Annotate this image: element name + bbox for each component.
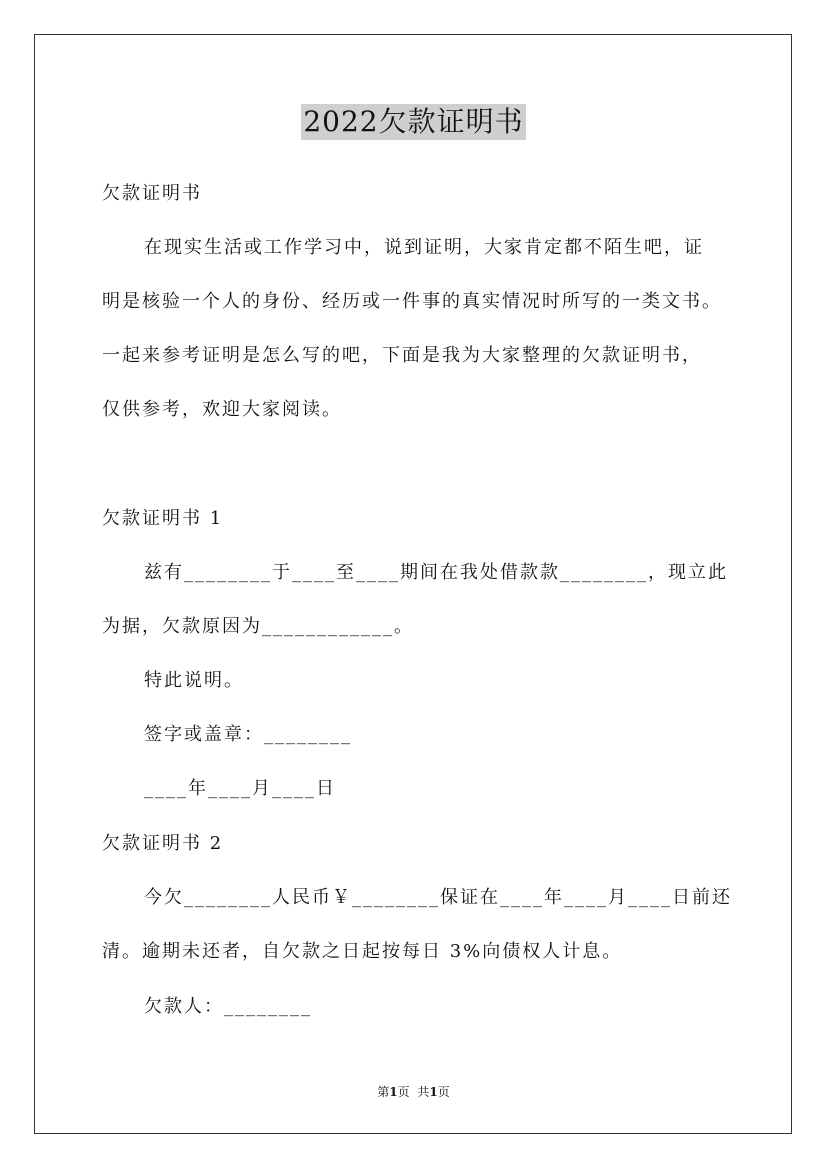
document-title: 2022欠款证明书 bbox=[303, 105, 524, 138]
intro-line-2: 明是核验一个人的身份、经历或一件事的真实情况时所写的一类文书。 bbox=[102, 291, 722, 312]
section-1-signature: 签字或盖章：________ bbox=[144, 724, 352, 745]
page-footer bbox=[0, 1084, 827, 1100]
section-2-heading: 欠款证明书 2 bbox=[102, 833, 224, 854]
section-1-date: ____年____月____日 bbox=[144, 778, 336, 799]
page-suffix: 页 bbox=[397, 1085, 410, 1099]
section-1-line-3: 特此说明。 bbox=[144, 670, 244, 691]
section-2-line-1: 今欠________人民币￥________保证在____年____月____日前还 bbox=[144, 887, 732, 908]
section-1-heading: 欠款证明书 1 bbox=[102, 508, 224, 529]
title-container bbox=[0, 104, 827, 140]
page-prefix: 第 bbox=[377, 1085, 390, 1099]
heading: 欠款证明书 bbox=[102, 183, 202, 204]
intro-line-1: 在现实生活或工作学习中，说到证明，大家肯定都不陌生吧，证 bbox=[144, 237, 704, 258]
intro-line-3: 一起来参考证明是怎么写的吧，下面是我为大家整理的欠款证明书， bbox=[102, 345, 702, 366]
total-prefix: 共 bbox=[417, 1085, 430, 1099]
total-pages: 1 bbox=[429, 1085, 438, 1099]
section-2-line-2: 清。逾期未还者，自欠款之日起按每日 3%向债权人计息。 bbox=[102, 941, 623, 962]
section-1-line-2: 为据，欠款原因为____________。 bbox=[102, 616, 414, 637]
intro-line-4: 仅供参考，欢迎大家阅读。 bbox=[102, 399, 342, 420]
section-2-debtor: 欠款人：________ bbox=[144, 996, 312, 1017]
total-suffix: 页 bbox=[437, 1085, 450, 1099]
page-number: 1 bbox=[389, 1085, 398, 1099]
section-1-line-1: 兹有________于____至____期间在我处借款款________，现立此 bbox=[144, 562, 728, 583]
